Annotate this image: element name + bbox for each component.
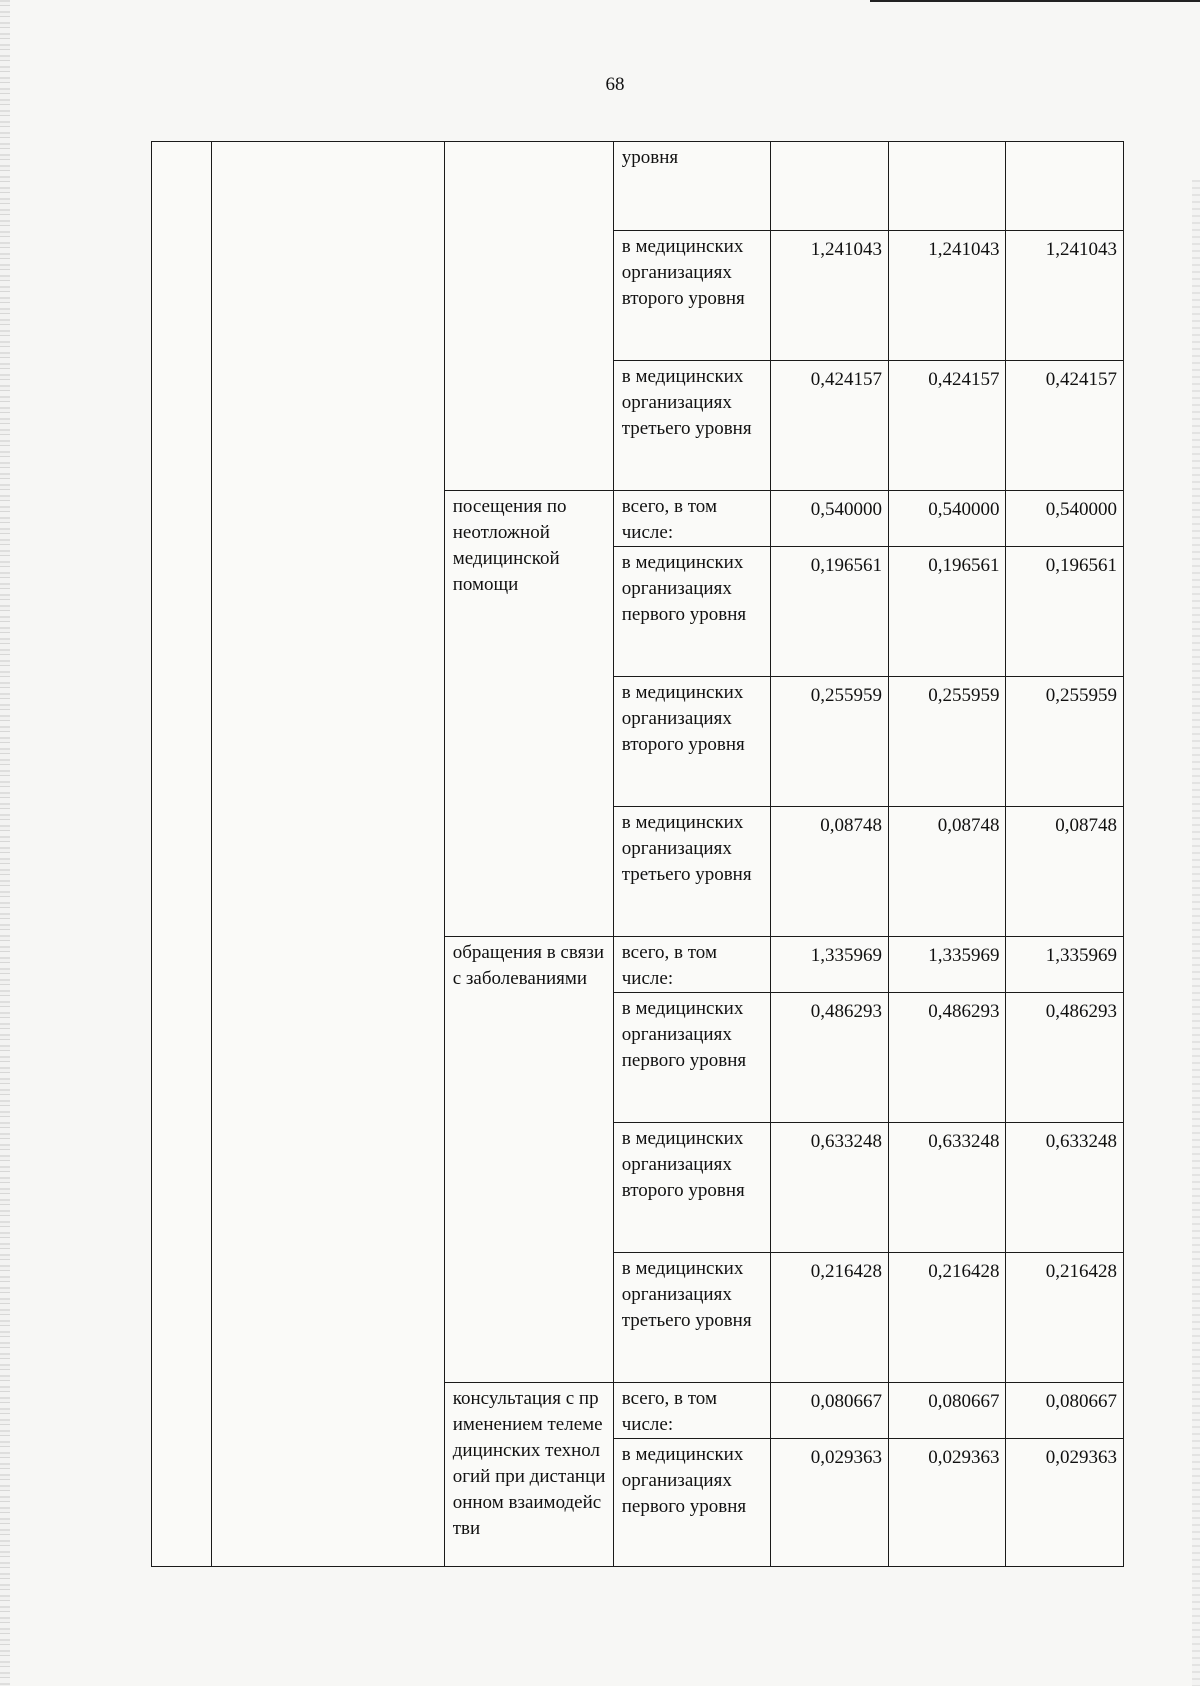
level-cell: в медицинских организациях третьего уровня [613, 807, 771, 937]
value-cell: 0,196561 [888, 547, 1006, 677]
value-cell [1006, 142, 1124, 231]
level-cell: в медицинских организациях второго уровня [613, 231, 771, 361]
indicator-cell: обращения в связи с заболеваниями [444, 937, 613, 1383]
value-cell: 0,216428 [1006, 1253, 1124, 1383]
value-cell: 0,255959 [888, 677, 1006, 807]
value-cell: 0,08748 [771, 807, 889, 937]
value-cell: 0,216428 [771, 1253, 889, 1383]
level-cell: уровня [613, 142, 771, 231]
level-cell: всего, в том числе: [613, 1383, 771, 1439]
value-cell: 0,029363 [1006, 1439, 1124, 1567]
col-number-blank [152, 142, 212, 1567]
col-section-blank [211, 142, 444, 1567]
indicator-cell: консультация с применением телемедицинских технологий при дистанционном взаимодействи [444, 1383, 613, 1567]
value-cell: 0,08748 [1006, 807, 1124, 937]
value-cell: 0,486293 [888, 993, 1006, 1123]
scan-edge-right [1192, 180, 1200, 1686]
value-cell: 1,241043 [888, 231, 1006, 361]
value-cell: 0,196561 [1006, 547, 1124, 677]
value-cell: 0,080667 [1006, 1383, 1124, 1439]
page-number: 68 [605, 74, 625, 95]
level-cell: всего, в том числе: [613, 491, 771, 547]
scan-edge-left [0, 0, 10, 1686]
top-rule [870, 0, 1200, 2]
level-cell: в медицинских организациях третьего уровня [613, 1253, 771, 1383]
tariff-table [151, 141, 1124, 1567]
value-cell: 0,08748 [888, 807, 1006, 937]
value-cell: 1,241043 [771, 231, 889, 361]
value-cell: 0,080667 [771, 1383, 889, 1439]
value-cell: 0,080667 [888, 1383, 1006, 1439]
level-cell: в медицинских организациях первого уровня [613, 1439, 771, 1567]
value-cell: 1,335969 [1006, 937, 1124, 993]
value-cell: 0,633248 [888, 1123, 1006, 1253]
level-cell: в медицинских организациях первого уровня [613, 547, 771, 677]
value-cell: 0,424157 [1006, 361, 1124, 491]
value-cell: 0,029363 [771, 1439, 889, 1567]
value-cell: 0,216428 [888, 1253, 1006, 1383]
value-cell: 0,633248 [771, 1123, 889, 1253]
value-cell: 0,029363 [888, 1439, 1006, 1567]
indicator-cell [444, 142, 613, 491]
value-cell [888, 142, 1006, 231]
value-cell: 0,540000 [1006, 491, 1124, 547]
level-cell: в медицинских организациях первого уровня [613, 993, 771, 1123]
table-row [152, 142, 1124, 231]
value-cell: 0,196561 [771, 547, 889, 677]
value-cell: 0,540000 [888, 491, 1006, 547]
level-cell: в медицинских организациях третьего уровня [613, 361, 771, 491]
value-cell: 0,424157 [771, 361, 889, 491]
level-cell: в медицинских организациях второго уровня [613, 677, 771, 807]
level-cell: в медицинских организациях второго уровня [613, 1123, 771, 1253]
value-cell: 1,335969 [771, 937, 889, 993]
level-cell: всего, в том числе: [613, 937, 771, 993]
value-cell: 0,486293 [1006, 993, 1124, 1123]
value-cell: 0,540000 [771, 491, 889, 547]
value-cell: 1,335969 [888, 937, 1006, 993]
value-cell: 0,255959 [1006, 677, 1124, 807]
value-cell: 0,486293 [771, 993, 889, 1123]
value-cell: 0,633248 [1006, 1123, 1124, 1253]
value-cell: 0,424157 [888, 361, 1006, 491]
value-cell: 0,255959 [771, 677, 889, 807]
value-cell [771, 142, 889, 231]
indicator-cell: посещения по неотложной медицинской помощи [444, 491, 613, 937]
value-cell: 1,241043 [1006, 231, 1124, 361]
